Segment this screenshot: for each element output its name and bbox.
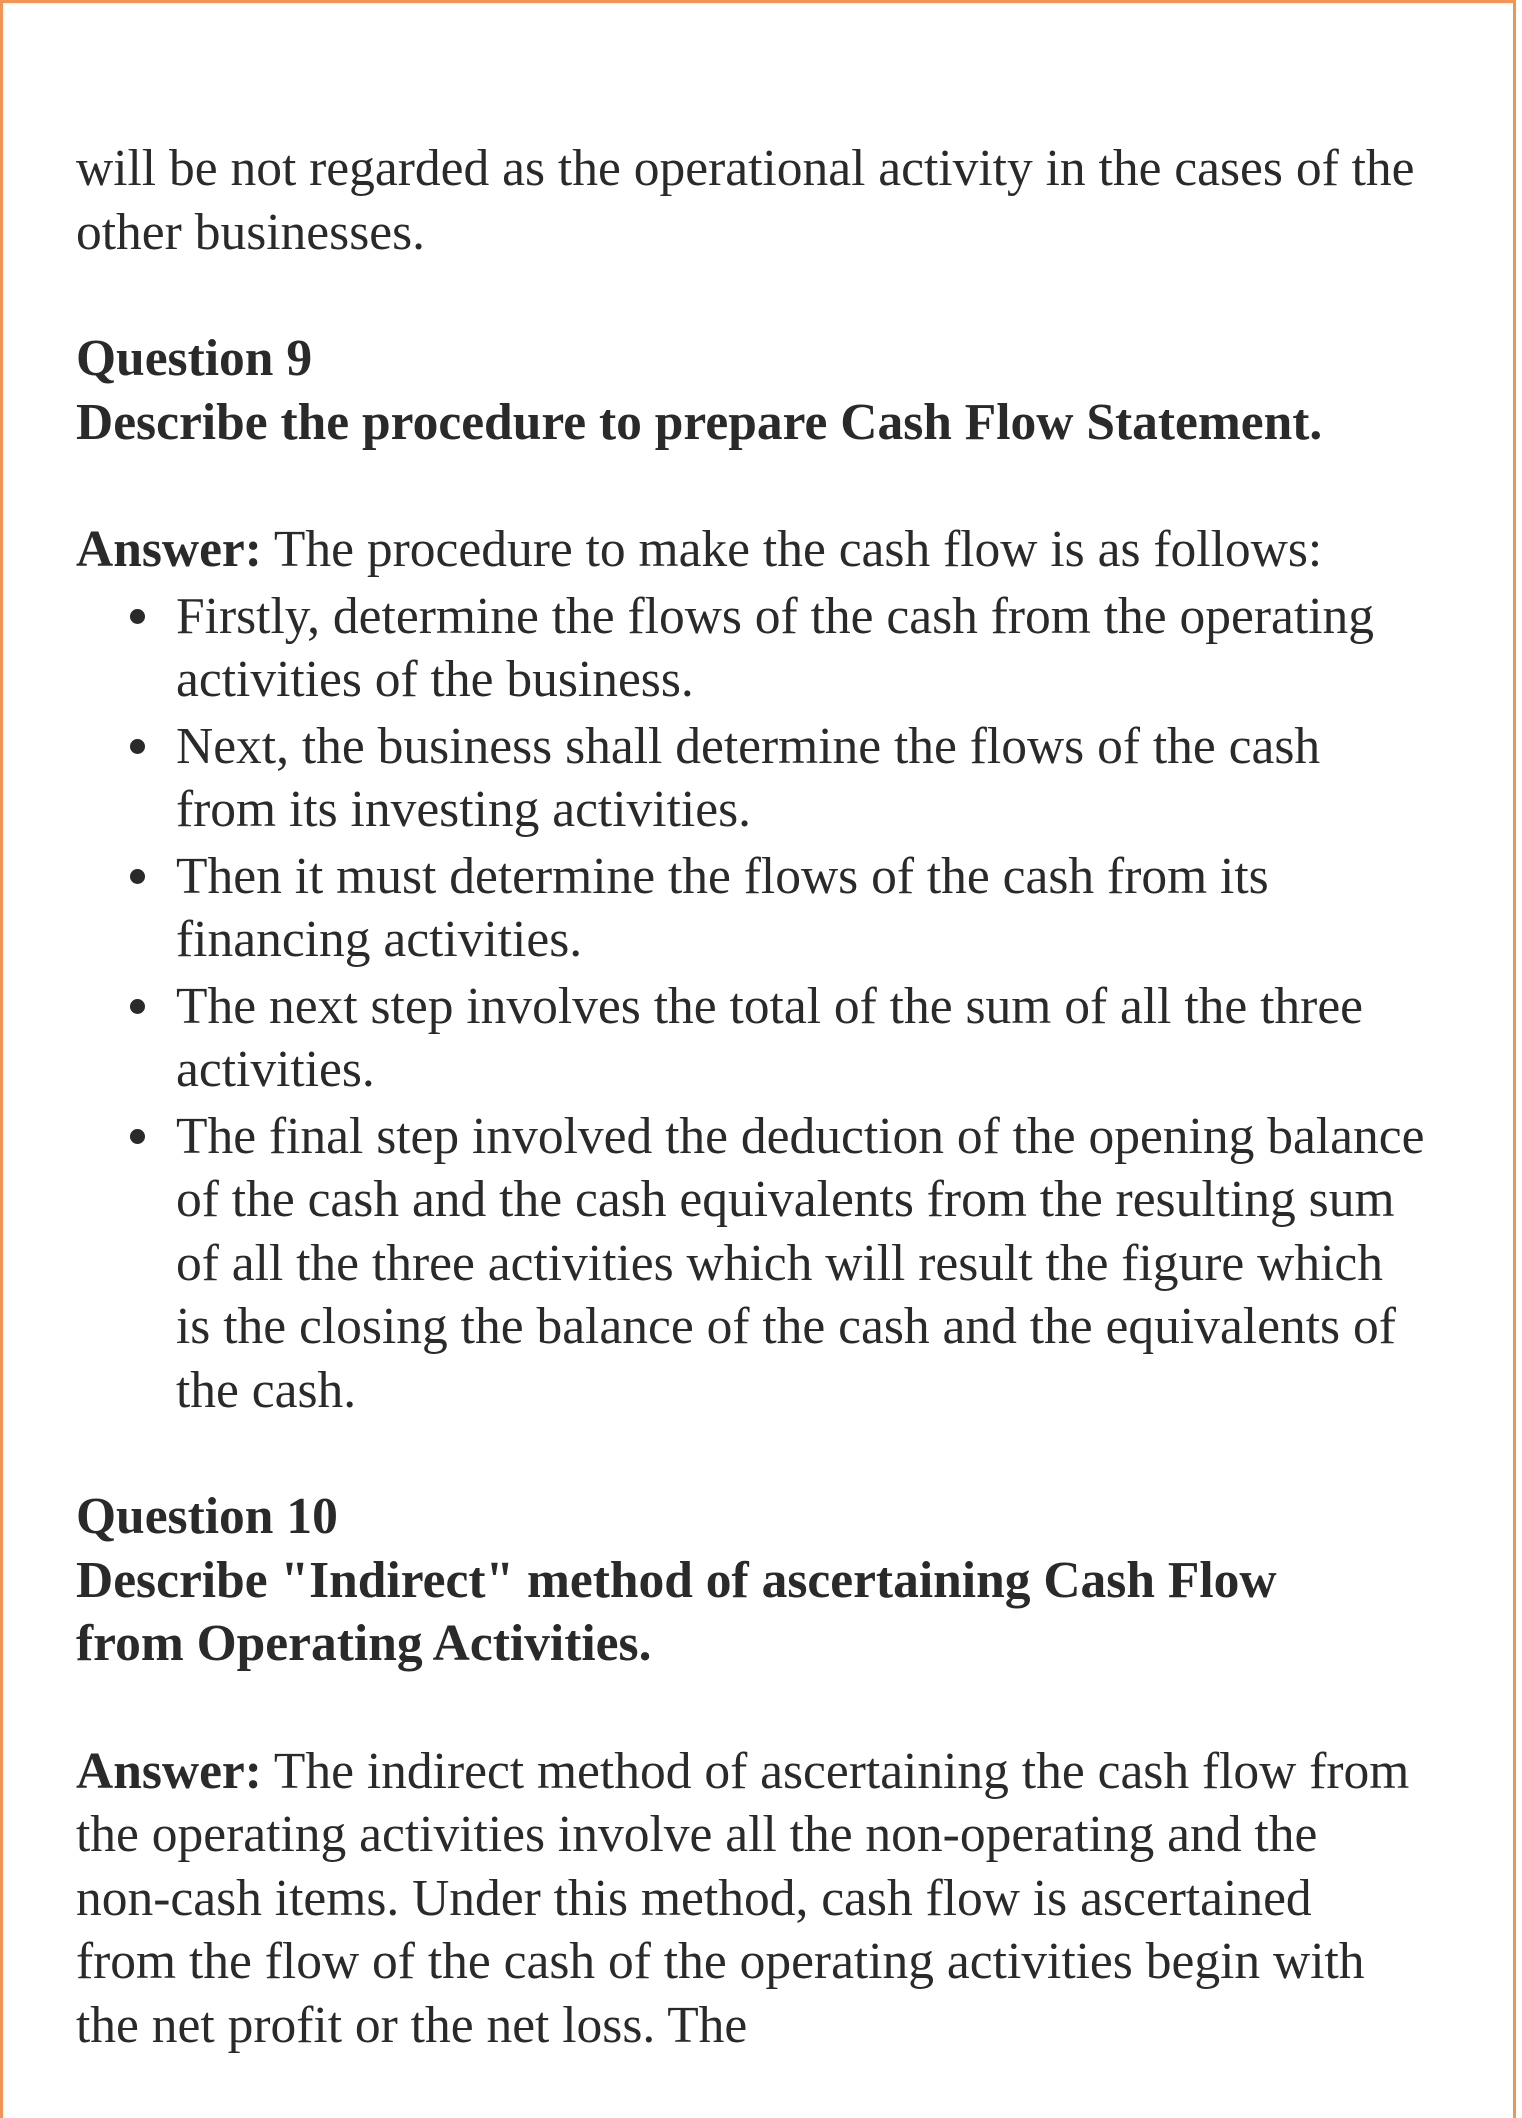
answer-label: Answer:	[76, 1742, 262, 1800]
question-10-prompt: Describe "Indirect" method of ascertaining Cash Flow from Operating Activities.	[76, 1551, 1277, 1672]
answer-text: The indirect method of ascertaining the cash flow from the operating activities involve all the non-operating and the non-cash items. Under this method, cash flow is ascertained from the flow of the cash of the operating activities begin with the net profit or the net loss. The	[76, 1742, 1410, 2054]
list-item-text: The final step involved the deduction of the opening balance of the cash and the cash equivalents from the resulting sum of all the three activities which will result the figure which is the closing the balance of the cash and the equivalents of the cash.	[176, 1107, 1425, 1419]
spacer	[76, 454, 1496, 518]
procedure-steps-list	[76, 585, 1426, 1423]
page-content	[76, 137, 1496, 2057]
list-item-text: The next step involves the total of the sum of all the three activities.	[176, 977, 1364, 1098]
spacer	[76, 264, 1496, 327]
list-item	[76, 1105, 1426, 1423]
list-item	[76, 845, 1426, 972]
spacer	[76, 1676, 1496, 1740]
question-10-label: Question 10	[76, 1488, 338, 1545]
question-9-answer-intro	[76, 518, 1496, 582]
list-item-text: Firstly, determine the flows of the cash from the operating activities of the business.	[176, 587, 1375, 708]
bullet-icon	[130, 869, 145, 884]
question-10-answer	[76, 1740, 1416, 2058]
list-item-text: Next, the business shall determine the flows of the cash from its investing activities.	[176, 717, 1321, 838]
question-9-label: Question 9	[76, 330, 313, 387]
continuation-paragraph: will be not regarded as the operational activity in the cases of the other businesses.	[76, 140, 1415, 261]
list-item	[76, 975, 1426, 1102]
answer-text: The procedure to make the cash flow is as follows:	[261, 521, 1323, 578]
spacer	[76, 1422, 1496, 1485]
bullet-icon	[130, 1129, 145, 1144]
bullet-icon	[130, 739, 145, 754]
bullet-icon	[130, 999, 145, 1014]
bullet-icon	[130, 609, 145, 624]
list-item	[76, 585, 1426, 712]
list-item	[76, 715, 1426, 842]
answer-label: Answer:	[76, 521, 262, 578]
list-item-text: Then it must determine the flows of the cash from its financing activities.	[176, 847, 1269, 968]
question-9-prompt: Describe the procedure to prepare Cash Flow Statement.	[76, 393, 1323, 451]
